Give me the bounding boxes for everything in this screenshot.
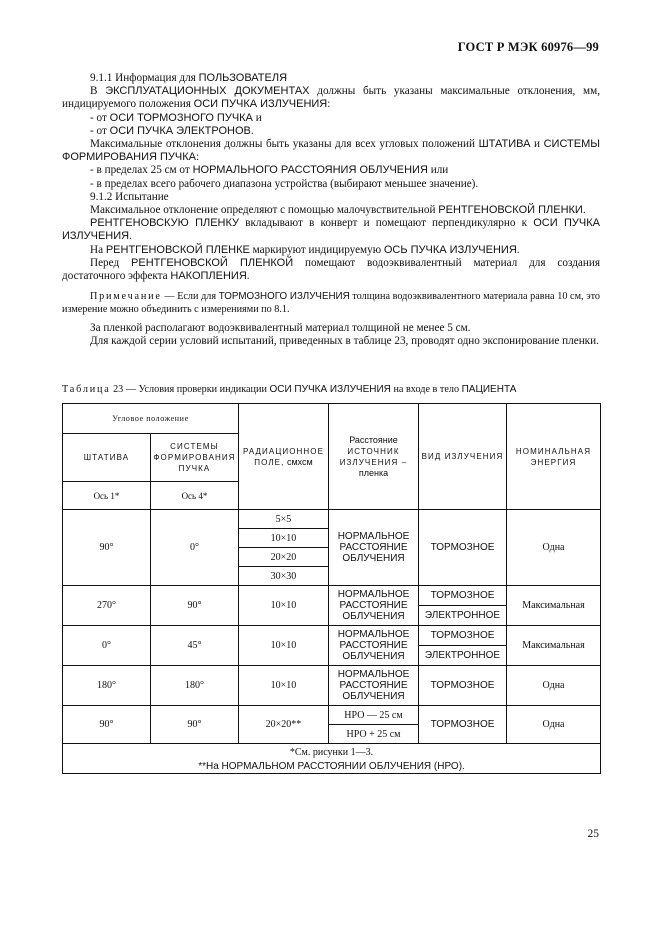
- table-row: [63, 510, 601, 529]
- paragraph: Для каждой серии условий испытаний, приведенных в таблице 23, проводят одно экспонирование пленки.: [90, 335, 599, 348]
- cell-field: 10×10: [239, 529, 329, 548]
- header-axis-4: Ось 4*: [151, 482, 239, 510]
- cell-field: 10×10: [239, 586, 329, 626]
- cell-energy: Одна: [507, 510, 601, 586]
- cell-type: ТОРМОЗНОЕ: [419, 626, 507, 646]
- header-gantry: ШТАТИВА: [63, 434, 151, 482]
- table-row: [63, 666, 601, 706]
- cell-field: 10×10: [239, 666, 329, 706]
- table-caption: Таблица 23 — Условия проверки индикации ОСИ ПУЧКА ИЗЛУЧЕНИЯ на входе в тело ПАЦИЕНТА: [62, 384, 517, 395]
- body-text: [62, 72, 600, 349]
- cell-type: ТОРМОЗНОЕ: [419, 586, 507, 606]
- cell-system: 180°: [151, 666, 239, 706]
- footnote: **На НОРМАЛЬНОМ РАССТОЯНИИ ОБЛУЧЕНИЯ (НРО).: [198, 761, 465, 772]
- table-row: [63, 706, 601, 725]
- cell-field: 30×30: [239, 567, 329, 586]
- table-23: [62, 403, 601, 774]
- paragraph: Перед РЕНТГЕНОВСКОЙ ПЛЕНКОЙ помещают водоэквивалентный материал для создания достаточного эффекта НАКОПЛЕНИЯ.: [62, 256, 600, 283]
- cell-system: 90°: [151, 586, 239, 626]
- cell-system: 45°: [151, 626, 239, 666]
- header-angular-position: Угловое положение: [63, 404, 239, 434]
- table-footnotes: [63, 744, 601, 774]
- header-beam-system: СИСТЕМЫ ФОРМИРОВАНИЯ ПУЧКА: [151, 434, 239, 482]
- cell-field: 5×5: [239, 510, 329, 529]
- footnote: *См. рисунки 1—3.: [289, 747, 374, 758]
- cell-gantry: 90°: [63, 510, 151, 586]
- cell-type: ЭЛЕКТРОННОЕ: [419, 606, 507, 626]
- table-row: [63, 586, 601, 606]
- paragraph-9-1-1: 9.1.1 Информация для ПОЛЬЗОВАТЕЛЯ: [90, 72, 288, 84]
- cell-distance: НОРМАЛЬНОЕ РАССТОЯНИЕ ОБЛУЧЕНИЯ: [329, 626, 419, 666]
- paragraph: Максимальные отклонения должны быть указаны для всех угловых положений ШТАТИВА и СИСТЕМЫ ФОРМИРОВАНИЯ ПУЧКА:: [62, 138, 600, 164]
- list-item: - в пределах 25 см от НОРМАЛЬНОГО РАССТОЯНИЯ ОБЛУЧЕНИЯ или: [90, 164, 449, 177]
- cell-type: ТОРМОЗНОЕ: [419, 666, 507, 706]
- cell-distance: НРО — 25 см: [329, 706, 419, 725]
- document-header: ГОСТ Р МЭК 60976—99: [457, 40, 599, 54]
- list-item: - от ОСИ ПУЧКА ЭЛЕКТРОНОВ.: [90, 124, 254, 137]
- cell-system: 90°: [151, 706, 239, 744]
- paragraph-9-1-2: 9.1.2 Испытание: [90, 190, 169, 203]
- list-item: - от ОСИ ТОРМОЗНОГО ПУЧКА и: [90, 111, 262, 124]
- cell-type: ТОРМОЗНОЕ: [419, 706, 507, 744]
- header-nominal-energy: НОМИНАЛЬНАЯ ЭНЕРГИЯ: [507, 404, 601, 510]
- cell-system: 0°: [151, 510, 239, 586]
- cell-energy: Одна: [507, 706, 601, 744]
- list-item: - в пределах всего рабочего диапазона устройства (выбирают меньшее значение).: [90, 177, 479, 190]
- page-number: 25: [587, 828, 599, 840]
- note: Примечание — Если для ТОРМОЗНОГО ИЗЛУЧЕНИЯ толщина водоэквивалентного материала равна 10 см, это измерение можно объединить с измерениями по 8.1.: [62, 291, 601, 315]
- cell-gantry: 0°: [63, 626, 151, 666]
- header-radiation-field: РАДИАЦИОННОЕ ПОЛЕ, смхсм: [239, 404, 329, 510]
- paragraph: В ЭКСПЛУАТАЦИОННЫХ ДОКУМЕНТАХ должны быть указаны максимальные отклонения, мм, индицируемого положения ОСИ ПУЧКА ИЗЛУЧЕНИЯ:: [62, 85, 600, 111]
- cell-distance: НОРМАЛЬНОЕ РАССТОЯНИЕ ОБЛУЧЕНИЯ: [329, 510, 419, 586]
- cell-field: 20×20**: [239, 706, 329, 744]
- cell-type: ЭЛЕКТРОННОЕ: [419, 646, 507, 666]
- paragraph: РЕНТГЕНОВСКУЮ ПЛЕНКУ вкладывают в конверт и помещают перпендикулярно к ОСИ ПУЧКА ИЗЛУЧЕНИЯ.: [62, 217, 600, 243]
- cell-energy: Максимальная: [507, 626, 601, 666]
- footnotes-cell: [63, 744, 601, 774]
- cell-type: ТОРМОЗНОЕ: [419, 510, 507, 586]
- header-axis-1: Ось 1*: [63, 482, 151, 510]
- cell-field: 20×20: [239, 548, 329, 567]
- cell-distance: НОРМАЛЬНОЕ РАССТОЯНИЕ ОБЛУЧЕНИЯ: [329, 586, 419, 626]
- cell-distance: НОРМАЛЬНОЕ РАССТОЯНИЕ ОБЛУЧЕНИЯ: [329, 666, 419, 706]
- header-distance: Расстояние ИСТОЧНИК ИЗЛУЧЕНИЯ – пленка: [329, 404, 419, 510]
- paragraph: Максимальное отклонение определяют с помощью малочувствительной РЕНТГЕНОВСКОЙ ПЛЕНКИ.: [90, 204, 586, 217]
- cell-field: 10×10: [239, 626, 329, 666]
- cell-gantry: 270°: [63, 586, 151, 626]
- cell-gantry: 180°: [63, 666, 151, 706]
- cell-energy: Максимальная: [507, 586, 601, 626]
- cell-gantry: 90°: [63, 706, 151, 744]
- table-header-row: [63, 404, 601, 434]
- header-radiation-type: ВИД ИЗЛУЧЕНИЯ: [419, 404, 507, 510]
- table-row: [63, 626, 601, 646]
- cell-energy: Одна: [507, 666, 601, 706]
- paragraph: На РЕНТГЕНОВСКОЙ ПЛЕНКЕ маркируют индицируемую ОСЬ ПУЧКА ИЗЛУЧЕНИЯ.: [90, 243, 520, 256]
- paragraph: За пленкой располагают водоэквивалентный материал толщиной не менее 5 см.: [90, 322, 471, 335]
- cell-distance: НРО + 25 см: [329, 725, 419, 744]
